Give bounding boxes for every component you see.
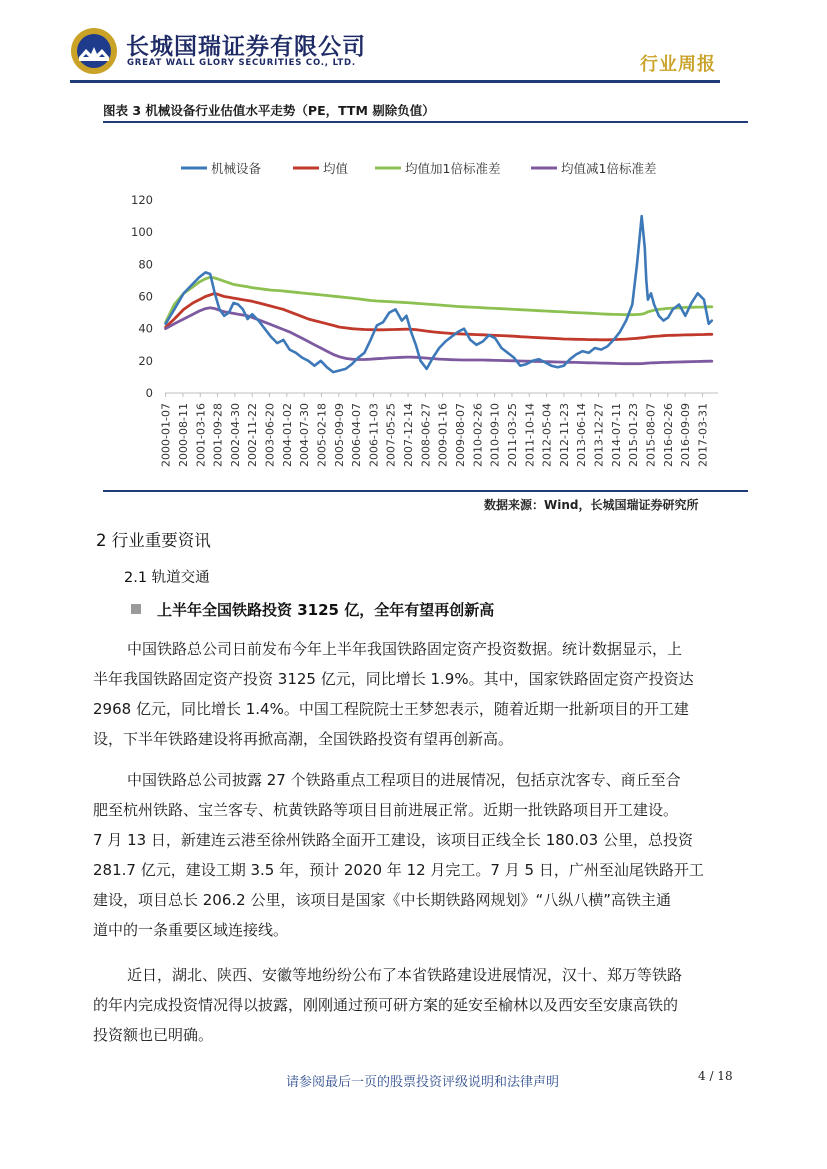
footer-disclaimer: 请参阅最后一页的股票投资评级说明和法律声明 xyxy=(286,1075,560,1090)
x-tick-label: 2007-12-14 xyxy=(402,403,416,467)
x-tick-label: 2004-01-02 xyxy=(280,403,294,467)
x-tick-label: 2009-01-16 xyxy=(436,403,450,467)
paragraph-line: 投资额也已明确。 xyxy=(93,1026,214,1044)
y-tick-label: 80 xyxy=(138,257,153,272)
y-tick-label: 60 xyxy=(138,289,153,304)
chart-source: 数据来源：Wind，长城国瑞证券研究所 xyxy=(484,498,699,512)
x-tick-label: 2000-08-11 xyxy=(176,403,190,467)
company-name-cn: 长城国瑞证券有限公司 xyxy=(126,34,366,60)
x-tick-label: 2014-07-11 xyxy=(609,403,623,467)
y-tick-label: 0 xyxy=(145,386,153,400)
x-tick-label: 2008-06-27 xyxy=(419,403,433,467)
x-tick-label: 2013-06-14 xyxy=(575,402,589,467)
x-tick-label: 2000-01-07 xyxy=(159,403,173,467)
x-axis xyxy=(160,393,718,467)
x-tick-label: 2016-02-26 xyxy=(661,403,675,467)
paragraph-line: 中国铁路总公司披露 27 个铁路重点工程项目的进展情况，包括京沈客专、商丘至合 xyxy=(127,771,681,789)
paragraph-line: 近日，湖北、陕西、安徽等地纷纷公布了本省铁路建设进展情况，汉十、郑万等铁路 xyxy=(127,966,683,984)
paragraph-2 xyxy=(93,765,739,945)
paragraph-1 xyxy=(93,634,739,754)
square-bullet-icon xyxy=(131,604,141,614)
x-tick-label: 2007-05-25 xyxy=(384,403,398,467)
legend-label: 均值减1倍标准差 xyxy=(561,161,657,176)
x-tick-label: 2005-09-09 xyxy=(332,403,346,467)
legend-label: 均值加1倍标准差 xyxy=(405,161,501,176)
chart-bottom-divider xyxy=(103,490,748,492)
chart-caption: 图表 3 机械设备行业估值水平走势（PE，TTM 剔除负值） xyxy=(103,103,435,118)
y-tick-label: 100 xyxy=(131,225,153,240)
paragraph-line: 建设，项目总长 206.2 公里，该项目是国家《中长期铁路网规划》“八纵八横”高铁主通 xyxy=(93,891,672,909)
paragraph-line: 的年内完成投资情况得以披露，刚刚通过预可研方案的延安至榆林以及西安至安康高铁的 xyxy=(93,996,679,1014)
paragraph-line: 7 月 13 日，新建连云港至徐州铁路全面开工建设，该项目正线全长 180.03 公里，总投资 xyxy=(93,831,693,849)
legend-item xyxy=(181,161,262,176)
series-layer xyxy=(166,216,712,372)
x-tick-label: 2011-03-25 xyxy=(505,403,519,467)
legend-label: 机械设备 xyxy=(211,161,262,176)
x-tick-label: 2017-03-31 xyxy=(696,403,710,467)
page-number: 4 / 18 xyxy=(698,1069,733,1083)
x-tick-label: 2015-08-07 xyxy=(644,403,658,467)
x-tick-label: 2006-11-03 xyxy=(367,403,381,467)
great-wall-logo-icon xyxy=(70,27,118,75)
x-tick-label: 2001-09-28 xyxy=(211,403,225,467)
header-divider xyxy=(70,80,720,83)
legend-item xyxy=(375,161,500,176)
x-tick-label: 2005-02-18 xyxy=(315,403,329,467)
chart-legend xyxy=(181,161,656,176)
report-type: 行业周报 xyxy=(640,54,716,75)
y-tick-label: 120 xyxy=(131,193,153,207)
x-tick-label: 2013-12-27 xyxy=(592,403,606,467)
x-tick-label: 2012-11-23 xyxy=(557,403,571,467)
x-tick-label: 2010-02-26 xyxy=(471,403,485,467)
legend-item xyxy=(293,161,349,176)
x-tick-label: 2006-04-07 xyxy=(350,403,364,467)
company-name-en: GREAT WALL GLORY SECURITIES CO., LTD. xyxy=(127,58,356,68)
x-tick-label: 2012-05-04 xyxy=(540,403,554,467)
paragraph-line: 设，下半年铁路建设将再掀高潮，全国铁路投资有望再创新高。 xyxy=(93,730,514,748)
bullet-heading: 上半年全国铁路投资 3125 亿，全年有望再创新高 xyxy=(157,601,495,619)
y-tick-label: 20 xyxy=(138,353,153,368)
legend-label: 均值 xyxy=(323,161,349,176)
x-tick-label: 2016-09-09 xyxy=(679,403,693,467)
x-tick-label: 2011-10-14 xyxy=(523,403,537,467)
y-axis xyxy=(131,193,153,400)
paragraph-line: 半年我国铁路固定资产投资 3125 亿元，同比增长 1.9%。其中，国家铁路固定资产投资达 xyxy=(93,670,694,688)
paragraph-3 xyxy=(93,960,739,1050)
paragraph-line: 中国铁路总公司日前发布今年上半年我国铁路固定资产投资数据。统计数据显示，上 xyxy=(127,640,683,658)
paragraph-line: 281.7 亿元，建设工期 3.5 年，预计 2020 年 12 月完工。7 月 5 日，广州至汕尾铁路开工 xyxy=(93,861,704,879)
x-tick-label: 2002-11-22 xyxy=(246,403,260,467)
x-tick-label: 2004-07-30 xyxy=(298,403,312,467)
series-line xyxy=(166,216,712,372)
section-heading: 2 行业重要资讯 xyxy=(96,531,211,550)
paragraph-line: 道中的一条重要区域连接线。 xyxy=(93,921,289,939)
subsection-heading: 2.1 轨道交通 xyxy=(124,570,210,586)
paragraph-line: 肥至杭州铁路、宝兰客专、杭黄铁路等项目目前进展正常。近期一批铁路项目开工建设。 xyxy=(93,801,679,819)
legend-item xyxy=(531,161,656,176)
x-tick-label: 2001-03-16 xyxy=(194,403,208,467)
paragraph-line: 2968 亿元，同比增长 1.4%。中国工程院院士王梦恕表示，随着近期一批新项目的开工建 xyxy=(93,700,689,718)
pe-valuation-chart xyxy=(103,140,748,490)
y-tick-label: 40 xyxy=(138,321,153,336)
x-tick-label: 2010-09-10 xyxy=(488,403,502,467)
x-tick-label: 2002-04-30 xyxy=(228,403,242,467)
x-tick-label: 2003-06-20 xyxy=(263,403,277,467)
x-tick-label: 2015-01-23 xyxy=(627,403,641,467)
caption-divider xyxy=(103,121,748,123)
x-tick-label: 2009-08-07 xyxy=(453,403,467,467)
